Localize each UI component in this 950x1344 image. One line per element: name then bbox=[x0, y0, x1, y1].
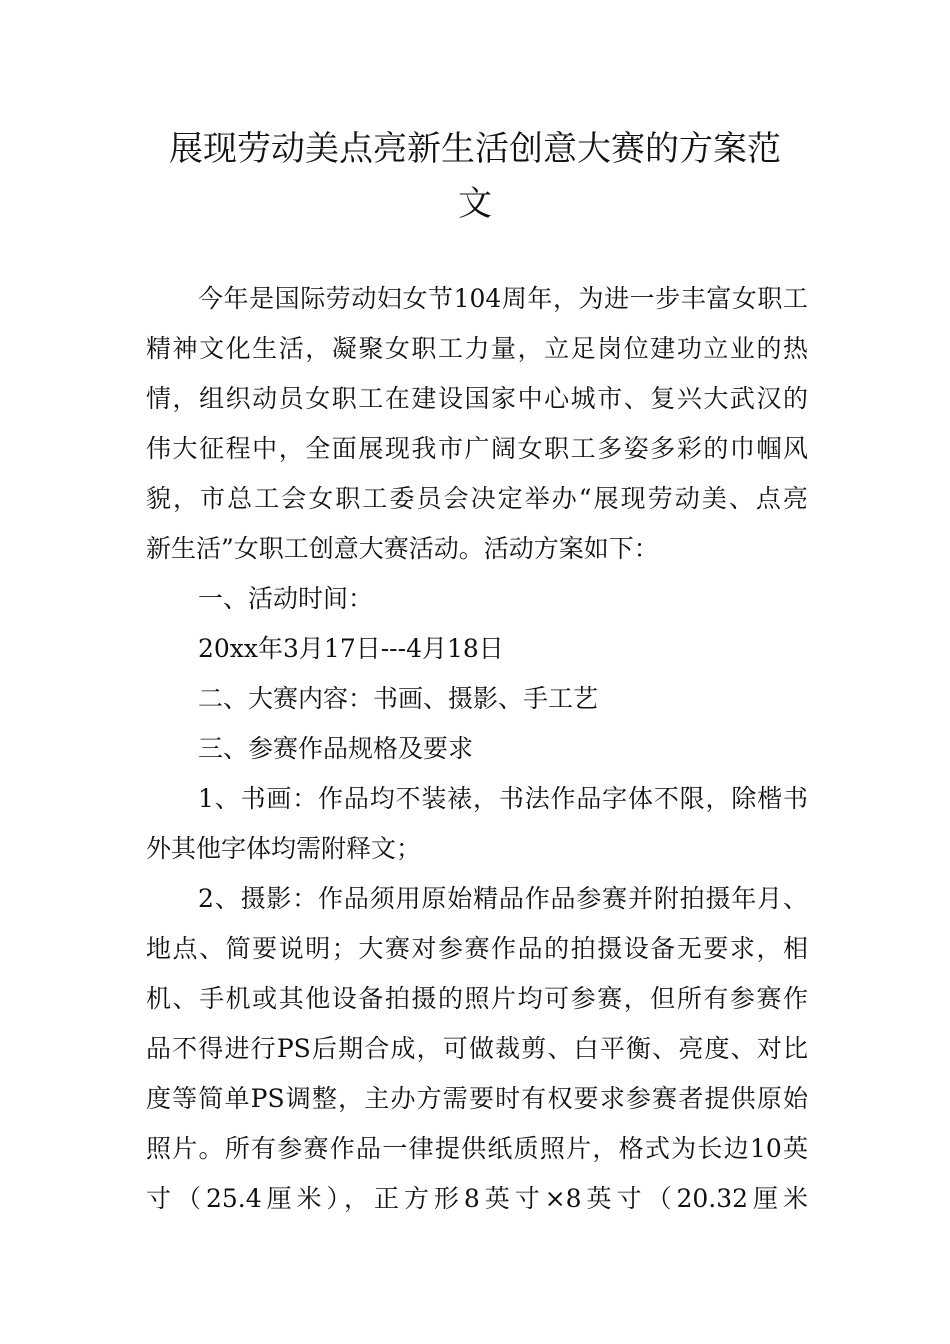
body-line: 今年是国际劳动妇女节104周年，为进一步丰富女职工 bbox=[198, 284, 808, 313]
body-line: 新生活”女职工创意大赛活动。活动方案如下： bbox=[146, 534, 659, 563]
title-line-2: 文 bbox=[458, 184, 492, 224]
body-line: 三、参赛作品规格及要求 bbox=[198, 734, 474, 763]
body-line: 2、摄影：作品须用原始精品作品参赛并附拍摄年月、 bbox=[198, 884, 808, 913]
body-line: 寸（25.4厘米），正方形8英寸×8英寸（20.32厘米 bbox=[146, 1184, 808, 1213]
body-line: 度等简单PS调整，主办方需要时有权要求参赛者提供原始 bbox=[146, 1084, 808, 1113]
document-body bbox=[146, 274, 808, 1224]
body-line: 1、书画：作品均不装裱，书法作品字体不限，除楷书 bbox=[198, 784, 808, 813]
body-line: 伟大征程中，全面展现我市广阔女职工多姿多彩的巾帼风 bbox=[146, 434, 808, 463]
body-line: 二、大赛内容：书画、摄影、手工艺 bbox=[198, 684, 599, 713]
body-line: 照片。所有参赛作品一律提供纸质照片，格式为长边10英 bbox=[146, 1134, 808, 1163]
document-title bbox=[120, 122, 830, 232]
body-line: 外其他字体均需附释文； bbox=[146, 834, 422, 863]
body-line: 品不得进行PS后期合成，可做裁剪、白平衡、亮度、对比 bbox=[146, 1034, 808, 1063]
body-line: 貌，市总工会女职工委员会决定举办“展现劳动美、点亮 bbox=[146, 484, 808, 513]
body-line: 一、活动时间： bbox=[198, 584, 374, 613]
body-line: 20xx年3月17日---4月18日 bbox=[198, 634, 504, 663]
body-line: 精神文化生活，凝聚女职工力量，立足岗位建功立业的热 bbox=[146, 334, 808, 363]
body-line: 情，组织动员女职工在建设国家中心城市、复兴大武汉的 bbox=[146, 384, 808, 413]
title-line-1: 展现劳动美点亮新生活创意大赛的方案范 bbox=[169, 129, 781, 169]
body-line: 机、手机或其他设备拍摄的照片均可参赛，但所有参赛作 bbox=[146, 984, 808, 1013]
body-line: 地点、简要说明；大赛对参赛作品的拍摄设备无要求，相 bbox=[146, 934, 808, 963]
